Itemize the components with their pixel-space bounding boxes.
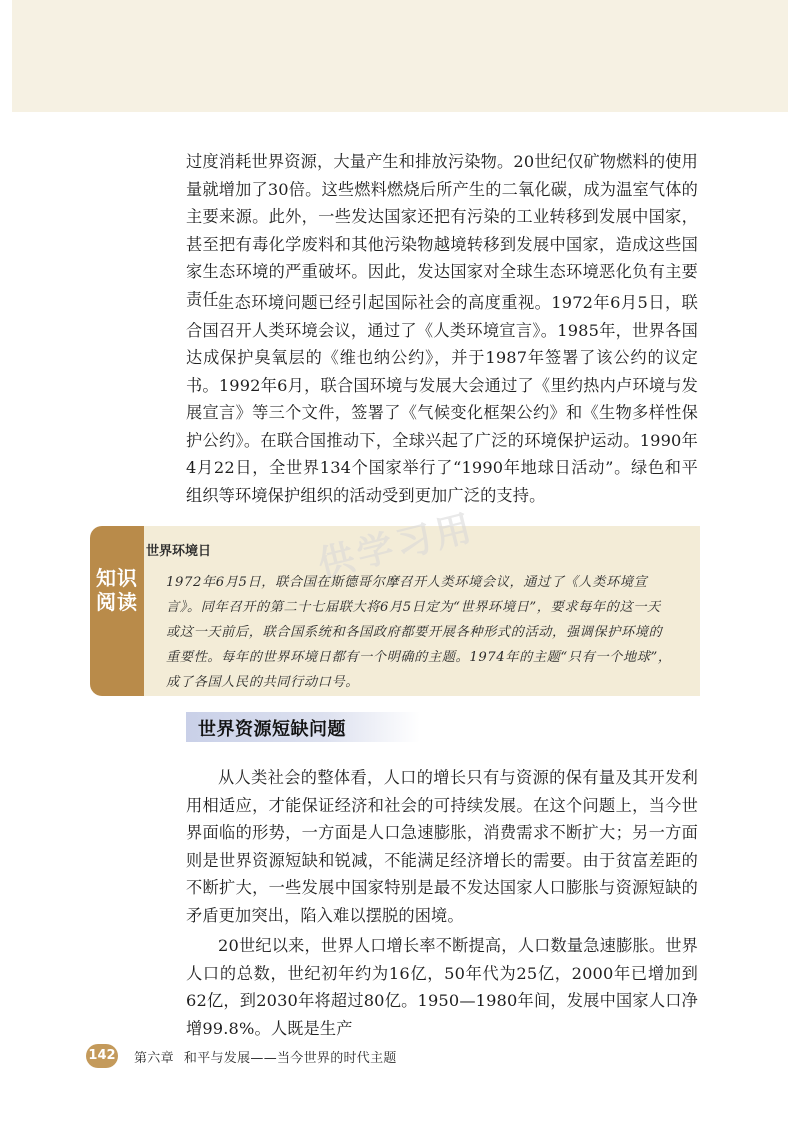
knowledge-box-text: 1972年6月5日，联合国在斯德哥尔摩召开人类环境会议，通过了《人类环境宣言》。同年召开的第二十七届联大将6月5日定为“世界环境日”，要求每年的这一天或这一天前后，联合国系统和各国政府都要开展各种形式的活动，强调保护环境的重要性。每年的世界环境日都有一个明确的主题。1974年的主题“只有一个地球”，成了各国人民的共同行动口号。 bbox=[166, 575, 672, 690]
knowledge-box-heading: 世界环境日 bbox=[146, 544, 212, 559]
header-band bbox=[12, 0, 788, 112]
running-footer bbox=[134, 1047, 397, 1066]
section-title: 世界资源短缺问题 bbox=[198, 719, 346, 740]
chapter-label: 第六章 bbox=[134, 1051, 174, 1066]
knowledge-reading-tab bbox=[90, 526, 144, 696]
section-paragraph-2: 20世纪以来，世界人口增长率不断提高，人口数量急速膨胀。世界人口的总数，世纪初年约为16亿，50年代为25亿，2000年已增加到62亿，到2030年将超过80亿。1950—1980年间，发展中国家人口净增99.8%。人既是生产 bbox=[186, 936, 698, 1038]
body-paragraph-2: 生态环境问题已经引起国际社会的高度重视。1972年6月5日，联合国召开人类环境会议，通过了《人类环境宣言》。1985年，世界各国达成保护臭氧层的《维也纳公约》，并于1987年签署了该公约的议定书。1992年6月，联合国环境与发展大会通过了《里约热内卢环境与发展宣言》等三个文件，签署了《气候变化框架公约》和《生物多样性保护公约》。在联合国推动下，全球兴起了广泛的环境保护运动。1990年4月22日，全世界134个国家举行了“1990年地球日活动”。绿色和平组织等环境保护组织的活动受到更加广泛的支持。 bbox=[186, 293, 698, 505]
tab-label-line-2: 阅读 bbox=[96, 590, 138, 614]
knowledge-reading-tab-label bbox=[90, 566, 144, 614]
page-number-badge: 142 bbox=[86, 1044, 118, 1068]
watermark: 供学习用 bbox=[314, 507, 480, 586]
body-paragraph-1: 过度消耗世界资源，大量产生和排放污染物。20世纪仅矿物燃料的使用量就增加了30倍。这些燃料燃烧后所产生的二氧化碳，成为温室气体的主要来源。此外，一些发达国家还把有污染的工业转移到发展中国家，甚至把有毒化学废料和其他污染物越境转移到发展中国家，造成这些国家生态环境的严重破坏。因此，发达国家对全球生态环境恶化负有主要责任。 bbox=[186, 152, 698, 309]
chapter-title: 和平与发展——当今世界的时代主题 bbox=[183, 1051, 397, 1066]
tab-label-line-1: 知识 bbox=[96, 566, 138, 590]
section-paragraph-1: 从人类社会的整体看，人口的增长只有与资源的保有量及其开发利用相适应，才能保证经济和社会的可持续发展。在这个问题上，当今世界面临的形势，一方面是人口急速膨胀，消费需求不断扩大；另一方面则是世界资源短缺和锐减，不能满足经济增长的需要。由于贫富差距的不断扩大，一些发展中国家特别是最不发达国家人口膨胀与资源短缺的矛盾更加突出，陷入难以摆脱的困境。 bbox=[186, 768, 698, 925]
